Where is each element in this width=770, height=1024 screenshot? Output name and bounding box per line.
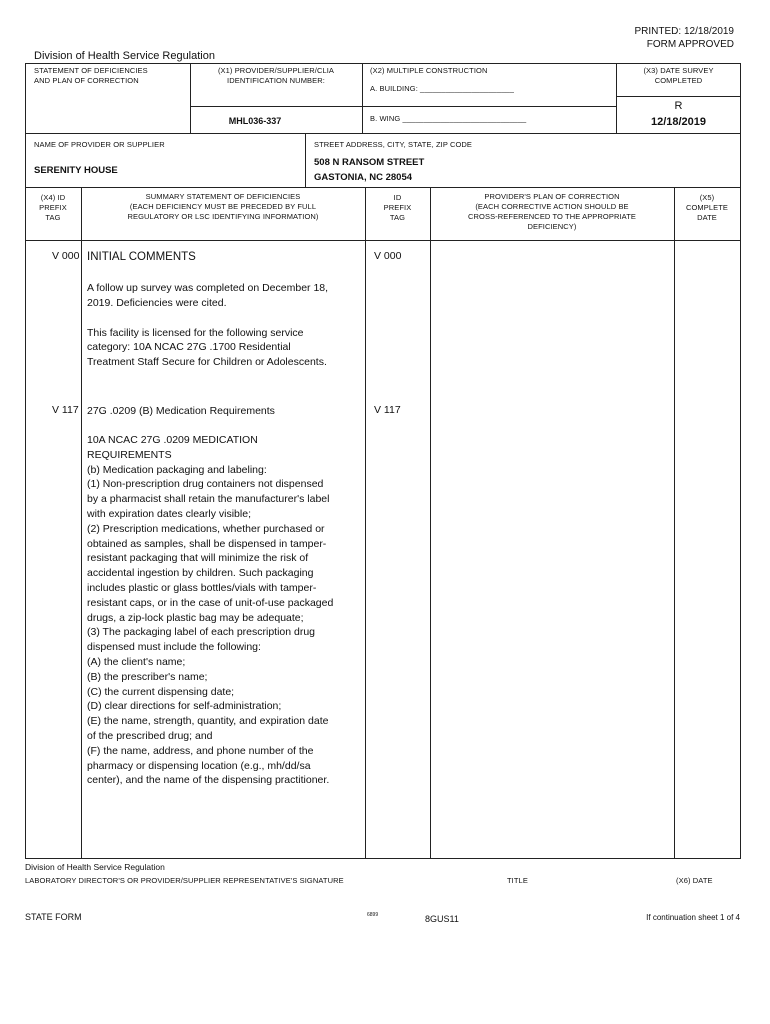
medication-requirements-title: 27G .0209 (B) Medication Requirements bbox=[87, 405, 275, 417]
survey-paragraph: A follow up survey was completed on December 18, 2019. Deficiencies were cited. bbox=[87, 282, 329, 309]
regulation-line: (D) clear directions for self-administration; bbox=[87, 700, 282, 713]
building-field[interactable]: A. BUILDING: ______________________ bbox=[370, 84, 515, 93]
x2-label: (X2) MULTIPLE CONSTRUCTION bbox=[370, 66, 488, 75]
x3-label: (X3) DATE SURVEY COMPLETED bbox=[643, 66, 714, 85]
address-label: STREET ADDRESS, CITY, STATE, ZIP CODE bbox=[314, 140, 473, 149]
street-address: 508 N RANSOM STREET bbox=[314, 157, 425, 168]
printed-date: PRINTED: 12/18/2019 bbox=[634, 26, 734, 37]
provider-id-number: MHL036-337 bbox=[228, 116, 282, 126]
entry-tag-v117: V 117 bbox=[52, 404, 79, 416]
state-form-label: STATE FORM bbox=[25, 912, 82, 922]
regulation-line: (2) Prescription medications, whether purchased or obtained as samples, shall be dispensed in tamper-resistant packaging that will minimize the risk of accidental ingestion by children. Such packaging includes plastic or glass bottles/vials with tamper-resistant caps, or in the case of unit-of-use packaged drugs, a zip-lock plastic bag may be adequate; bbox=[87, 522, 334, 624]
continuation-sheet: If continuation sheet 1 of 4 bbox=[646, 913, 740, 922]
entry-tag-right-v000: V 000 bbox=[374, 250, 402, 262]
x5-header: (X5) COMPLETE DATE bbox=[685, 193, 729, 222]
entry-v117-body bbox=[87, 433, 337, 788]
statement-label: STATEMENT OF DEFICIENCIES AND PLAN OF CORRECTION bbox=[34, 66, 148, 85]
footer-agency: Division of Health Service Regulation bbox=[25, 862, 165, 872]
regulation-line: (F) the name, address, and phone number of the pharmacy or dispensing location (e.g., mh/dd/sa center), and the name of the dispensing practitioner. bbox=[87, 744, 330, 787]
x1-label: (X1) PROVIDER/SUPPLIER/CLIA IDENTIFICATION NUMBER: bbox=[217, 66, 335, 85]
wing-field[interactable]: B. WING _____________________________ bbox=[370, 114, 527, 123]
x4-header: (X4) ID PREFIX TAG bbox=[39, 193, 67, 222]
regulation-title: 10A NCAC 27G .0209 MEDICATION REQUIREMENTS bbox=[87, 434, 258, 461]
regulation-line: (C) the current dispensing date; bbox=[87, 685, 235, 698]
regulation-line: (3) The packaging label of each prescription drug dispensed must include the following: bbox=[87, 626, 316, 654]
survey-code: R bbox=[674, 100, 683, 112]
event-id: 8GUS11 bbox=[425, 914, 459, 924]
entry-tag-v000: V 000 bbox=[52, 250, 80, 262]
form-number: 6899 bbox=[367, 912, 379, 918]
provider-name-label: NAME OF PROVIDER OR SUPPLIER bbox=[34, 140, 165, 149]
form-approved: FORM APPROVED bbox=[646, 39, 734, 50]
regulation-line: (1) Non-prescription drug containers not dispensed by a pharmacist shall retain the manufacturer's label with expiration dates clearly visible; bbox=[87, 478, 330, 520]
entry-tag-right-v117: V 117 bbox=[374, 404, 401, 416]
x6-date-label: (X6) DATE bbox=[676, 876, 713, 885]
license-paragraph: This facility is licensed for the following service category: 10A NCAC 27G .1700 Residential Treatment Staff Secure for Children or Adolescents. bbox=[87, 326, 327, 369]
regulation-line: (A) the client's name; bbox=[87, 655, 186, 668]
plan-header: PROVIDER'S PLAN OF CORRECTION (EACH CORRECTIVE ACTION SHOULD BE CROSS-REFERENCED TO THE APPROPRIATE DEFICIENCY) bbox=[468, 192, 636, 231]
summary-header: SUMMARY STATEMENT OF DEFICIENCIES (EACH DEFICIENCY MUST BE PRECEDED BY FULL REGULATORY OR LSC IDENTIFYING INFORMATION) bbox=[127, 192, 319, 221]
provider-name: SERENITY HOUSE bbox=[34, 165, 118, 176]
signature-label: LABORATORY DIRECTOR'S OR PROVIDER/SUPPLIER REPRESENTATIVE'S SIGNATURE bbox=[25, 876, 344, 885]
agency-title: Division of Health Service Regulation bbox=[34, 50, 215, 62]
entry-v000-body bbox=[87, 281, 333, 370]
city-state-zip: GASTONIA, NC 28054 bbox=[314, 172, 413, 183]
regulation-line: (E) the name, strength, quantity, and expiration date of the prescribed drug; and bbox=[87, 715, 329, 742]
regulation-line: (b) Medication packaging and labeling: bbox=[87, 463, 267, 476]
initial-comments-title: INITIAL COMMENTS bbox=[87, 251, 196, 263]
survey-date: 12/18/2019 bbox=[650, 116, 707, 128]
id-header: ID PREFIX TAG bbox=[383, 193, 412, 222]
regulation-line: (B) the prescriber's name; bbox=[87, 670, 208, 683]
title-label: TITLE bbox=[507, 876, 528, 885]
